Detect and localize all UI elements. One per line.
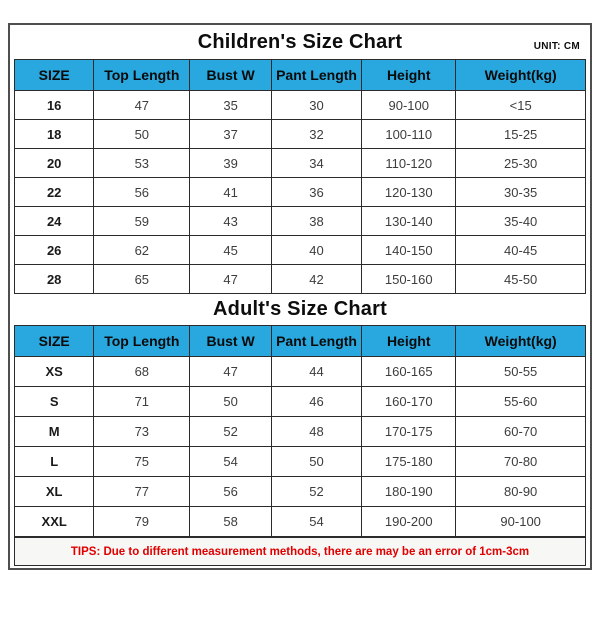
value-cell: 47	[190, 265, 272, 294]
table-row	[15, 477, 586, 507]
value-cell: 48	[271, 417, 361, 447]
adult-chart-title: Adult's Size Chart	[213, 298, 387, 320]
value-cell: 68	[94, 357, 190, 387]
value-cell: 56	[94, 178, 190, 207]
value-cell: 50	[94, 120, 190, 149]
size-cell: 28	[15, 265, 94, 294]
column-header: Bust W	[190, 60, 272, 91]
size-cell: M	[15, 417, 94, 447]
column-header: Top Length	[94, 60, 190, 91]
tips-text: TIPS: Due to different measurement methods, there are may be an error of 1cm-3cm	[70, 545, 530, 558]
value-cell: 110-120	[362, 149, 456, 178]
table-row	[15, 236, 586, 265]
value-cell: 70-80	[456, 447, 586, 477]
adult-size-table	[14, 325, 586, 537]
value-cell: 190-200	[362, 507, 456, 537]
children-chart-title-row	[14, 26, 586, 59]
value-cell: 90-100	[362, 91, 456, 120]
value-cell: 40	[271, 236, 361, 265]
table-row	[15, 357, 586, 387]
size-cell: XXL	[15, 507, 94, 537]
unit-label: UNIT: CM	[533, 41, 580, 52]
table-row	[15, 507, 586, 537]
value-cell: 45-50	[456, 265, 586, 294]
value-cell: 25-30	[456, 149, 586, 178]
size-cell: 26	[15, 236, 94, 265]
size-cell: 16	[15, 91, 94, 120]
children-chart-title: Children's Size Chart	[197, 31, 403, 53]
value-cell: 40-45	[456, 236, 586, 265]
value-cell: 150-160	[362, 265, 456, 294]
tips-row	[14, 537, 586, 566]
size-chart-sheet	[8, 23, 592, 570]
value-cell: 54	[271, 507, 361, 537]
column-header: Pant Length	[271, 60, 361, 91]
children-header-row	[15, 60, 586, 91]
column-header: SIZE	[15, 326, 94, 357]
table-row	[15, 265, 586, 294]
value-cell: 140-150	[362, 236, 456, 265]
value-cell: 15-25	[456, 120, 586, 149]
value-cell: 53	[94, 149, 190, 178]
adult-header-row	[15, 326, 586, 357]
value-cell: 56	[190, 477, 272, 507]
column-header: Weight(kg)	[456, 60, 586, 91]
value-cell: 47	[190, 357, 272, 387]
value-cell: 59	[94, 207, 190, 236]
value-cell: 180-190	[362, 477, 456, 507]
value-cell: 35-40	[456, 207, 586, 236]
size-cell: 22	[15, 178, 94, 207]
value-cell: 73	[94, 417, 190, 447]
value-cell: 80-90	[456, 477, 586, 507]
value-cell: 36	[271, 178, 361, 207]
value-cell: 50-55	[456, 357, 586, 387]
value-cell: 100-110	[362, 120, 456, 149]
column-header: Height	[362, 60, 456, 91]
value-cell: 45	[190, 236, 272, 265]
value-cell: 160-165	[362, 357, 456, 387]
table-row	[15, 207, 586, 236]
value-cell: 34	[271, 149, 361, 178]
value-cell: <15	[456, 91, 586, 120]
value-cell: 75	[94, 447, 190, 477]
value-cell: 46	[271, 387, 361, 417]
column-header: Top Length	[94, 326, 190, 357]
table-row	[15, 149, 586, 178]
value-cell: 90-100	[456, 507, 586, 537]
value-cell: 160-170	[362, 387, 456, 417]
value-cell: 50	[271, 447, 361, 477]
value-cell: 50	[190, 387, 272, 417]
value-cell: 62	[94, 236, 190, 265]
size-cell: 20	[15, 149, 94, 178]
column-header: Bust W	[190, 326, 272, 357]
size-cell: L	[15, 447, 94, 477]
value-cell: 43	[190, 207, 272, 236]
column-header: Pant Length	[271, 326, 361, 357]
value-cell: 44	[271, 357, 361, 387]
value-cell: 120-130	[362, 178, 456, 207]
value-cell: 37	[190, 120, 272, 149]
table-row	[15, 91, 586, 120]
column-header: Weight(kg)	[456, 326, 586, 357]
value-cell: 32	[271, 120, 361, 149]
value-cell: 42	[271, 265, 361, 294]
children-size-table	[14, 59, 586, 294]
value-cell: 55-60	[456, 387, 586, 417]
table-row	[15, 120, 586, 149]
table-row	[15, 178, 586, 207]
value-cell: 52	[190, 417, 272, 447]
column-header: SIZE	[15, 60, 94, 91]
value-cell: 170-175	[362, 417, 456, 447]
value-cell: 54	[190, 447, 272, 477]
value-cell: 175-180	[362, 447, 456, 477]
value-cell: 130-140	[362, 207, 456, 236]
value-cell: 30	[271, 91, 361, 120]
size-cell: XL	[15, 477, 94, 507]
value-cell: 71	[94, 387, 190, 417]
value-cell: 58	[190, 507, 272, 537]
value-cell: 35	[190, 91, 272, 120]
table-row	[15, 417, 586, 447]
value-cell: 30-35	[456, 178, 586, 207]
value-cell: 77	[94, 477, 190, 507]
value-cell: 52	[271, 477, 361, 507]
value-cell: 38	[271, 207, 361, 236]
column-header: Height	[362, 326, 456, 357]
adult-chart-title-row	[14, 294, 586, 325]
size-cell: 24	[15, 207, 94, 236]
value-cell: 39	[190, 149, 272, 178]
table-row	[15, 387, 586, 417]
value-cell: 60-70	[456, 417, 586, 447]
size-cell: S	[15, 387, 94, 417]
size-cell: XS	[15, 357, 94, 387]
value-cell: 47	[94, 91, 190, 120]
value-cell: 65	[94, 265, 190, 294]
size-cell: 18	[15, 120, 94, 149]
value-cell: 41	[190, 178, 272, 207]
table-row	[15, 447, 586, 477]
value-cell: 79	[94, 507, 190, 537]
